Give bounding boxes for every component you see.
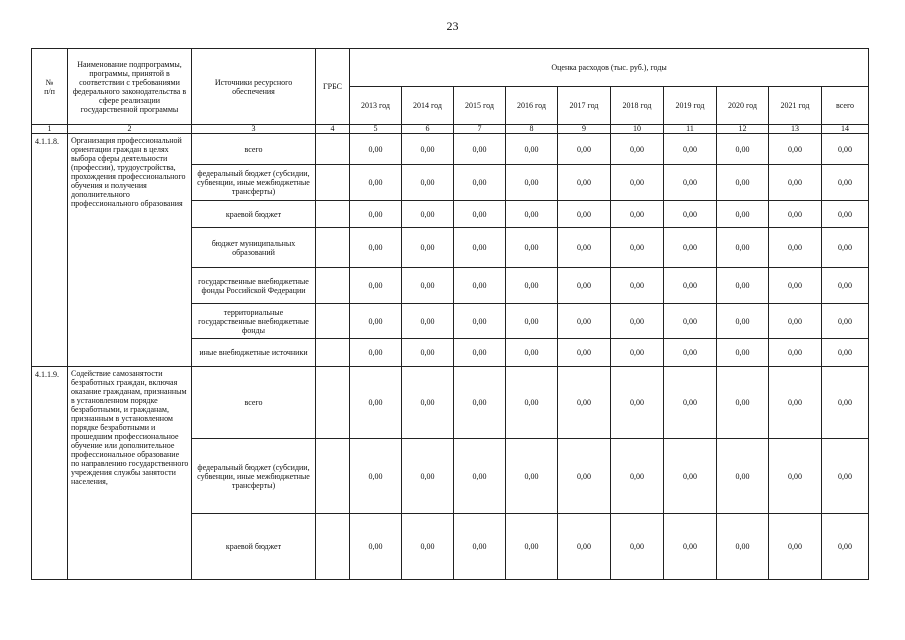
- amount-cell: 0,00: [350, 165, 402, 201]
- expenditure-table: [31, 48, 869, 580]
- amount-cell: 0,00: [350, 268, 402, 304]
- amount-cell: 0,00: [664, 201, 717, 228]
- amount-cell: 0,00: [769, 514, 822, 580]
- amount-cell: 0,00: [664, 228, 717, 268]
- item-number: 4.1.1.9.: [32, 367, 68, 580]
- grbs-cell: [316, 134, 350, 165]
- page-number: 23: [446, 19, 459, 33]
- amount-cell: 0,00: [664, 165, 717, 201]
- header-year: 2015 год: [454, 87, 506, 125]
- grbs-cell: [316, 165, 350, 201]
- grbs-cell: [316, 228, 350, 268]
- header-num: № п/п: [32, 49, 68, 125]
- column-number: 7: [454, 125, 506, 134]
- amount-cell: 0,00: [506, 165, 558, 201]
- column-number: 8: [506, 125, 558, 134]
- amount-cell: 0,00: [717, 339, 769, 367]
- amount-cell: 0,00: [350, 134, 402, 165]
- amount-cell: 0,00: [558, 439, 611, 514]
- amount-cell: 0,00: [402, 439, 454, 514]
- amount-cell: 0,00: [769, 201, 822, 228]
- amount-cell: 0,00: [402, 228, 454, 268]
- amount-cell: 0,00: [611, 228, 664, 268]
- amount-cell: 0,00: [822, 304, 869, 339]
- header-year: 2017 год: [558, 87, 611, 125]
- amount-cell: 0,00: [558, 514, 611, 580]
- header-source: Источники ресурсного обеспечения: [192, 49, 316, 125]
- column-number: 1: [32, 125, 68, 134]
- amount-cell: 0,00: [454, 367, 506, 439]
- funding-source: федеральный бюджет (субсидии, субвенции, иные межбюджетные трансферты): [192, 439, 316, 514]
- amount-cell: 0,00: [506, 134, 558, 165]
- column-number: 11: [664, 125, 717, 134]
- column-number: 6: [402, 125, 454, 134]
- amount-cell: 0,00: [822, 439, 869, 514]
- amount-cell: 0,00: [402, 367, 454, 439]
- amount-cell: 0,00: [402, 268, 454, 304]
- amount-cell: 0,00: [350, 304, 402, 339]
- amount-cell: 0,00: [506, 201, 558, 228]
- header-year: всего: [822, 87, 869, 125]
- amount-cell: 0,00: [454, 165, 506, 201]
- header-year: 2021 год: [769, 87, 822, 125]
- amount-cell: 0,00: [611, 134, 664, 165]
- amount-cell: 0,00: [402, 339, 454, 367]
- amount-cell: 0,00: [717, 304, 769, 339]
- amount-cell: 0,00: [717, 367, 769, 439]
- amount-cell: 0,00: [769, 367, 822, 439]
- amount-cell: 0,00: [506, 228, 558, 268]
- amount-cell: 0,00: [611, 165, 664, 201]
- amount-cell: 0,00: [402, 514, 454, 580]
- amount-cell: 0,00: [558, 201, 611, 228]
- grbs-cell: [316, 268, 350, 304]
- item-name: Содействие самозанятости безработных граждан, включая оказание гражданам, признанным в установленном порядке безработными, и гражданам, признанным в установленном порядке безработными и прошедшим профессиональное обучение или дополнительное профессиональное образование по направлению государственного учреждения службы занятости населения,: [68, 367, 192, 580]
- amount-cell: 0,00: [558, 304, 611, 339]
- amount-cell: 0,00: [402, 165, 454, 201]
- amount-cell: 0,00: [506, 439, 558, 514]
- amount-cell: 0,00: [717, 165, 769, 201]
- amount-cell: 0,00: [558, 339, 611, 367]
- amount-cell: 0,00: [454, 228, 506, 268]
- funding-source: краевой бюджет: [192, 201, 316, 228]
- amount-cell: 0,00: [350, 339, 402, 367]
- amount-cell: 0,00: [664, 268, 717, 304]
- amount-cell: 0,00: [822, 201, 869, 228]
- column-number: 2: [68, 125, 192, 134]
- amount-cell: 0,00: [506, 514, 558, 580]
- grbs-cell: [316, 304, 350, 339]
- amount-cell: 0,00: [611, 201, 664, 228]
- amount-cell: 0,00: [402, 134, 454, 165]
- amount-cell: 0,00: [822, 268, 869, 304]
- amount-cell: 0,00: [769, 165, 822, 201]
- amount-cell: 0,00: [454, 339, 506, 367]
- amount-cell: 0,00: [558, 367, 611, 439]
- amount-cell: 0,00: [822, 367, 869, 439]
- amount-cell: 0,00: [664, 514, 717, 580]
- amount-cell: 0,00: [822, 228, 869, 268]
- amount-cell: 0,00: [558, 268, 611, 304]
- amount-cell: 0,00: [350, 514, 402, 580]
- amount-cell: 0,00: [822, 134, 869, 165]
- amount-cell: 0,00: [769, 268, 822, 304]
- amount-cell: 0,00: [717, 514, 769, 580]
- header-year: 2013 год: [350, 87, 402, 125]
- column-number: 14: [822, 125, 869, 134]
- header-year: 2014 год: [402, 87, 454, 125]
- amount-cell: 0,00: [454, 439, 506, 514]
- amount-cell: 0,00: [558, 165, 611, 201]
- amount-cell: 0,00: [664, 339, 717, 367]
- amount-cell: 0,00: [717, 439, 769, 514]
- amount-cell: 0,00: [769, 439, 822, 514]
- amount-cell: 0,00: [717, 134, 769, 165]
- funding-source: всего: [192, 134, 316, 165]
- amount-cell: 0,00: [558, 134, 611, 165]
- amount-cell: 0,00: [611, 268, 664, 304]
- amount-cell: 0,00: [611, 514, 664, 580]
- table-row: [32, 134, 869, 165]
- amount-cell: 0,00: [611, 339, 664, 367]
- amount-cell: 0,00: [611, 304, 664, 339]
- grbs-cell: [316, 201, 350, 228]
- grbs-cell: [316, 514, 350, 580]
- grbs-cell: [316, 439, 350, 514]
- amount-cell: 0,00: [664, 439, 717, 514]
- column-number: 4: [316, 125, 350, 134]
- amount-cell: 0,00: [350, 439, 402, 514]
- column-number: 9: [558, 125, 611, 134]
- header-year: 2016 год: [506, 87, 558, 125]
- amount-cell: 0,00: [558, 228, 611, 268]
- grbs-cell: [316, 339, 350, 367]
- amount-cell: 0,00: [611, 439, 664, 514]
- amount-cell: 0,00: [454, 268, 506, 304]
- amount-cell: 0,00: [506, 339, 558, 367]
- funding-source: территориальные государственные внебюджетные фонды: [192, 304, 316, 339]
- amount-cell: 0,00: [822, 165, 869, 201]
- column-number: 13: [769, 125, 822, 134]
- header-name: Наименование подпрограммы, программы, принятой в соответствии с требованиями федерального законодательства в сфере реализации государственной программы: [68, 49, 192, 125]
- funding-source: бюджет муниципальных образований: [192, 228, 316, 268]
- amount-cell: 0,00: [769, 304, 822, 339]
- amount-cell: 0,00: [822, 339, 869, 367]
- amount-cell: 0,00: [769, 134, 822, 165]
- header-year: 2018 год: [611, 87, 664, 125]
- funding-source: федеральный бюджет (субсидии, субвенции, иные межбюджетные трансферты): [192, 165, 316, 201]
- column-number: 12: [717, 125, 769, 134]
- item-number: 4.1.1.8.: [32, 134, 68, 367]
- amount-cell: 0,00: [611, 367, 664, 439]
- amount-cell: 0,00: [402, 304, 454, 339]
- column-number: 3: [192, 125, 316, 134]
- header-grbs: ГРБС: [316, 49, 350, 125]
- amount-cell: 0,00: [664, 134, 717, 165]
- header-estimate: Оценка расходов (тыс. руб.), годы: [350, 49, 869, 87]
- amount-cell: 0,00: [717, 201, 769, 228]
- funding-source: всего: [192, 367, 316, 439]
- amount-cell: 0,00: [454, 134, 506, 165]
- funding-source: краевой бюджет: [192, 514, 316, 580]
- funding-source: иные внебюджетные источники: [192, 339, 316, 367]
- amount-cell: 0,00: [717, 268, 769, 304]
- amount-cell: 0,00: [769, 339, 822, 367]
- column-number: 5: [350, 125, 402, 134]
- amount-cell: 0,00: [350, 228, 402, 268]
- table-row: [32, 367, 869, 439]
- amount-cell: 0,00: [664, 367, 717, 439]
- header-year: 2019 год: [664, 87, 717, 125]
- amount-cell: 0,00: [822, 514, 869, 580]
- amount-cell: 0,00: [350, 201, 402, 228]
- amount-cell: 0,00: [454, 514, 506, 580]
- amount-cell: 0,00: [506, 367, 558, 439]
- funding-source: государственные внебюджетные фонды Российской Федерации: [192, 268, 316, 304]
- header-year: 2020 год: [717, 87, 769, 125]
- amount-cell: 0,00: [454, 304, 506, 339]
- amount-cell: 0,00: [506, 304, 558, 339]
- column-number: 10: [611, 125, 664, 134]
- amount-cell: 0,00: [506, 268, 558, 304]
- amount-cell: 0,00: [664, 304, 717, 339]
- amount-cell: 0,00: [454, 201, 506, 228]
- amount-cell: 0,00: [769, 228, 822, 268]
- amount-cell: 0,00: [350, 367, 402, 439]
- amount-cell: 0,00: [402, 201, 454, 228]
- amount-cell: 0,00: [717, 228, 769, 268]
- item-name: Организация профессиональной ориентации граждан в целях выбора сферы деятельности (профессии), трудоустройства, прохождения профессионального обучения и получения дополнительного профессионального образования: [68, 134, 192, 367]
- grbs-cell: [316, 367, 350, 439]
